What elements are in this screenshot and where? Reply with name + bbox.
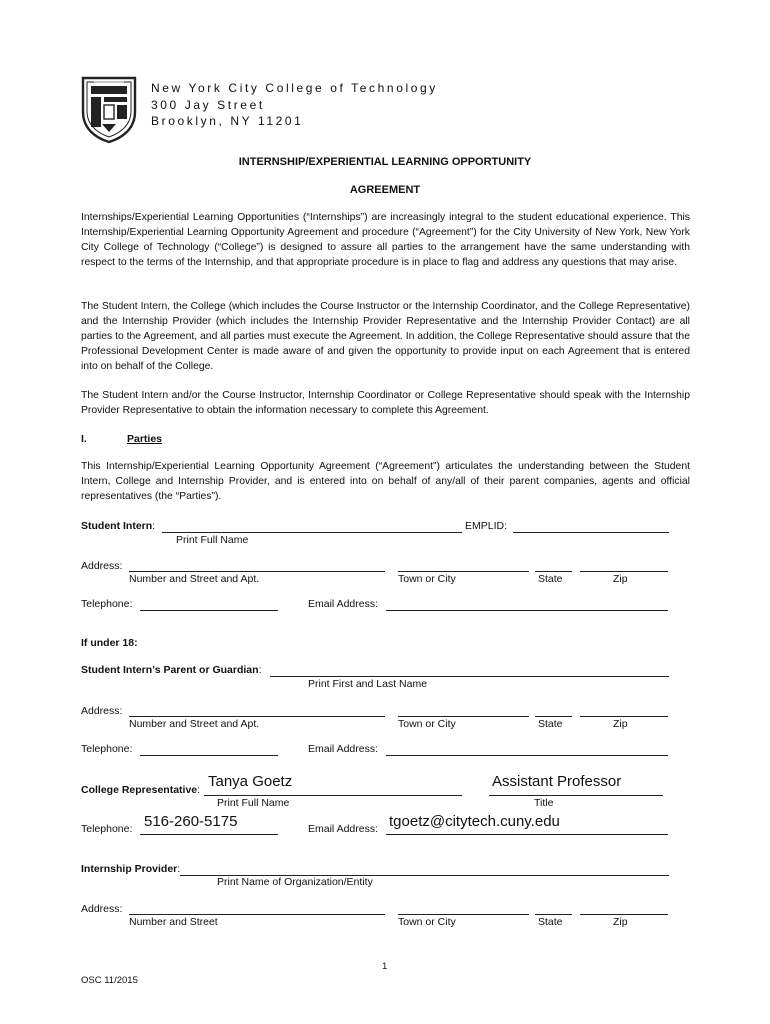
address-label: Address: bbox=[81, 705, 123, 717]
email-label: Email Address: bbox=[308, 823, 379, 835]
street-field[interactable] bbox=[129, 914, 385, 915]
state-field[interactable] bbox=[535, 571, 572, 572]
email-field[interactable] bbox=[386, 610, 668, 611]
title-caption: Title bbox=[534, 797, 554, 809]
street-caption: Number and Street bbox=[129, 916, 218, 928]
contact-paragraph: The Student Intern and/or the Course Instructor, Internship Coordinator or College Representative should speak with the Internship Provider Representative to obtain the information necessary to complete this Agreement. bbox=[81, 390, 690, 416]
telephone-label: Telephone: bbox=[81, 823, 133, 835]
town-caption: Town or City bbox=[398, 916, 456, 928]
street-field[interactable] bbox=[129, 716, 385, 717]
print-full-name-caption: Print Full Name bbox=[176, 534, 249, 546]
state-caption: State bbox=[538, 718, 563, 730]
college-rep-label: College Representative: bbox=[81, 784, 201, 796]
internship-provider-label: Internship Provider: bbox=[81, 863, 181, 875]
email-label: Email Address: bbox=[308, 598, 379, 610]
town-caption: Town or City bbox=[398, 718, 456, 730]
zip-field[interactable] bbox=[580, 914, 668, 915]
section-title: Parties bbox=[127, 433, 163, 445]
zip-caption: Zip bbox=[613, 573, 628, 585]
emplid-field[interactable] bbox=[513, 532, 669, 533]
parent-name-field[interactable] bbox=[270, 676, 669, 677]
town-caption: Town or City bbox=[398, 573, 456, 585]
page-number: 1 bbox=[382, 961, 388, 972]
form-code: OSC 11/2015 bbox=[81, 975, 138, 986]
zip-caption: Zip bbox=[613, 718, 628, 730]
institution-name: New York City College of Technology bbox=[151, 81, 438, 95]
town-field[interactable] bbox=[398, 716, 529, 717]
state-field[interactable] bbox=[535, 716, 572, 717]
address-label: Address: bbox=[81, 560, 123, 572]
student-name-field[interactable] bbox=[162, 532, 462, 533]
student-intern-label: Student Intern: bbox=[81, 520, 156, 532]
print-full-name-caption: Print Full Name bbox=[217, 797, 290, 809]
college-rep-phone-value: 516-260-5175 bbox=[144, 813, 238, 830]
zip-caption: Zip bbox=[613, 916, 628, 928]
state-caption: State bbox=[538, 916, 563, 928]
section-number: I. bbox=[81, 433, 87, 445]
telephone-label: Telephone: bbox=[81, 598, 133, 610]
telephone-field[interactable] bbox=[140, 610, 278, 611]
college-rep-name-field[interactable] bbox=[204, 795, 462, 796]
street-caption: Number and Street and Apt. bbox=[129, 718, 260, 730]
state-field[interactable] bbox=[535, 914, 572, 915]
emplid-label: EMPLID: bbox=[465, 520, 508, 532]
college-rep-title-field[interactable] bbox=[489, 795, 663, 796]
college-seal-logo bbox=[80, 74, 138, 144]
street-caption: Number and Street and Apt. bbox=[129, 573, 260, 585]
document-subtitle: AGREEMENT bbox=[349, 184, 421, 196]
institution-city: Brooklyn, NY 11201 bbox=[151, 114, 304, 128]
college-rep-name-value: Tanya Goetz bbox=[208, 773, 293, 790]
college-rep-email-field[interactable] bbox=[386, 834, 668, 835]
town-field[interactable] bbox=[398, 914, 529, 915]
zip-field[interactable] bbox=[580, 571, 668, 572]
print-org-caption: Print Name of Organization/Entity bbox=[217, 876, 373, 888]
state-caption: State bbox=[538, 573, 563, 585]
zip-field[interactable] bbox=[580, 716, 668, 717]
intro-paragraph: Internships/Experiential Learning Opportunities (“Internships”) are increasingly integral to the student educational experience. This Internship/Experiential Learning Opportunity Agreement and procedure (“Agreement”) for the City University of New York, New York City College of Technology (“College”) is designed to assure all parties to the arrangement have the same understanding with respect to the terms of the Internship, and that appropriate procedure is in place to flag and address any questions that may arise. bbox=[81, 212, 690, 268]
town-field[interactable] bbox=[398, 571, 529, 572]
parent-guardian-label: Student Intern’s Parent or Guardian: bbox=[81, 664, 262, 676]
college-rep-email-value: tgoetz@citytech.cuny.edu bbox=[389, 813, 560, 830]
if-under-18-label: If under 18: bbox=[81, 637, 138, 649]
email-label: Email Address: bbox=[308, 743, 379, 755]
email-field[interactable] bbox=[386, 755, 668, 756]
college-rep-title-value: Assistant Professor bbox=[492, 773, 622, 790]
street-field[interactable] bbox=[129, 571, 385, 572]
college-rep-phone-field[interactable] bbox=[140, 834, 278, 835]
print-first-last-caption: Print First and Last Name bbox=[308, 678, 428, 690]
parties-paragraph: The Student Intern, the College (which includes the Course Instructor or the Internship Coordinator, and the College Representative) and the Internship Provider (which includes the Internship Provider Representative and the Internship Provider Contact) are all parties to the Agreement, and all parties must execute the Agreement. In addition, the College Representative should assure that the Professional Development Center is made aware of and given the opportunity to provide input on each Agreement that is entered into on behalf of the College. bbox=[81, 301, 690, 372]
telephone-label: Telephone: bbox=[81, 743, 133, 755]
address-label: Address: bbox=[81, 903, 123, 915]
institution-street: 300 Jay Street bbox=[151, 98, 265, 112]
telephone-field[interactable] bbox=[140, 755, 278, 756]
agreement-paragraph: This Internship/Experiential Learning Opportunity Agreement (“Agreement”) articulates the understanding between the Student Intern, College and Internship Provider, and is entered into on behalf of any/all of their parent companies, agents and official representatives (the “Parties”). bbox=[81, 461, 690, 502]
document-title: INTERNSHIP/EXPERIENTIAL LEARNING OPPORTUNITY bbox=[238, 156, 532, 168]
